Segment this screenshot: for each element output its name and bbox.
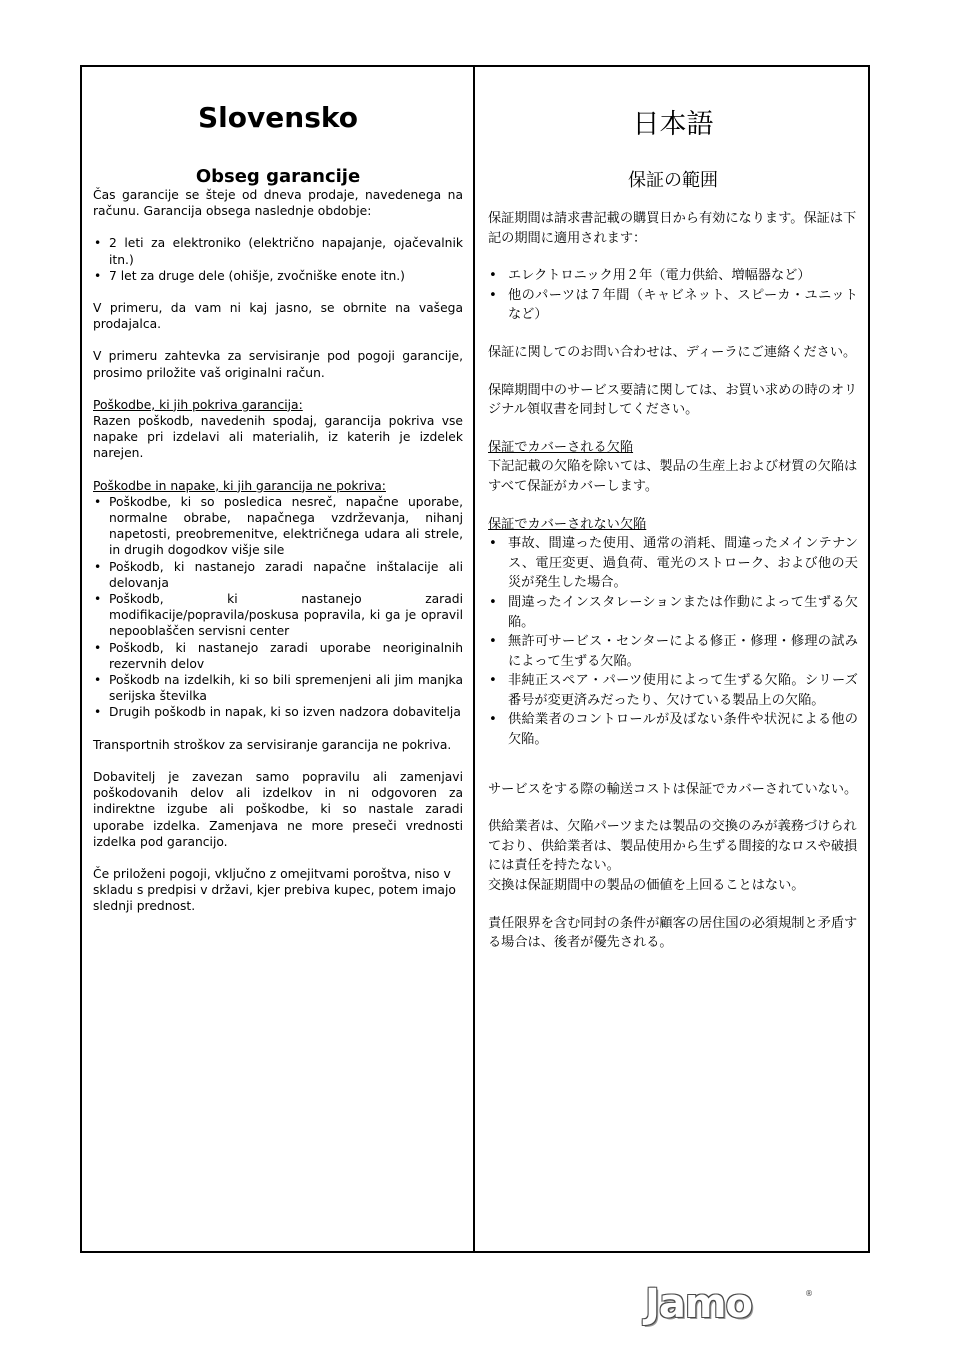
slovenian-intro: Čas garancije se šteje od dneva prodaje, navedenega na računu. Garancija obsega naslednje obdobje: [93, 188, 463, 219]
slovenian-transport-note: Transportnih stroškov za servisiranje garancija ne pokriva. [93, 737, 452, 752]
slovenian-language-title: Slovensko [198, 101, 358, 134]
slovenian-receipt-note: V primeru zahtevka za servisiranje pod pogoji garancije, prosimo priložite vaš originalni račun. [93, 349, 463, 380]
japanese-supplier-note: 供給業者は、欠陥パーツまたは製品の交換のみが義務づけられており、供給業者は、製品使用から生ずる間接的なロスや破損には責任を持たない。 [488, 819, 858, 874]
slovenian-not-covered-list [93, 494, 463, 721]
list-item: • Poškodb, ki nastanejo zaradi napačne inštalacije ali delovanja [93, 559, 463, 591]
japanese-contact-note: 保証に関してのお問い合わせは、ディーラにご連絡ください。 [488, 344, 857, 360]
slovenian-covered-text: Razen poškodb, navedenih spodaj, garancija pokriva vse napake pri izdelavi ali materialih, iz katerih je izdelek narejen. [93, 414, 463, 461]
list-item: • Drugih poškodb in napak, ki so izven nadzora dobavitelja [93, 704, 463, 720]
list-item: • Poškodb, ki nastanejo zaradi modifikacije/popravila/poskusa popravila, ki ga je opravil nepooblaščen servisni center [93, 591, 463, 640]
list-item: • Poškodb na izdelkih, ki so bili spremenjeni ali jim manjka serijska številka [93, 672, 463, 704]
list-item: • Poškodb, ki nastanejo zaradi uporabe neoriginalnih rezervnih delov [93, 640, 463, 672]
list-item: • 事故、間違った使用、通常の消耗、間違ったメインテナンス、電圧変更、過負荷、電光のストローク、および他の天災が発生した場合。 [488, 534, 858, 593]
list-item: • 非純正スペア・パーツ使用によって生ずる欠陥。シリーズ番号が変更済みだったり、欠けている製品上の欠陥。 [488, 671, 858, 710]
list-item: • 間違ったインスタレーションまたは作動によって生ずる欠陥。 [488, 593, 858, 632]
slovenian-warranty-scope-heading: Obseg garancije [195, 166, 361, 187]
japanese-warranty-scope-heading: 保証の範囲 [628, 170, 718, 191]
japanese-period-list [488, 266, 858, 325]
slovenian-law-note: Če priloženi pogoji, vključno z omejitvami poroštva, niso v skladu s predpisi v državi, kjer prebiva kupec, potem imajo slednji prednost. [93, 866, 456, 914]
slovenian-not-covered-heading: Poškodbe in napake, ki jih garancija ne pokriva: [93, 478, 386, 493]
list-item: • エレクトロニック用２年（電力供給、増幅器など） [488, 266, 858, 286]
list-item: • 供給業者のコントロールが及ばない条件や状況による他の欠陥。 [488, 710, 858, 749]
japanese-not-covered-heading: 保証でカバーされない欠陥 [488, 516, 647, 532]
japanese-transport-note: サービスをする際の輸送コストは保証でカバーされていない。 [488, 781, 858, 797]
japanese-covered-heading: 保証でカバーされる欠陥 [488, 439, 634, 455]
japanese-covered-text: 下記記載の欠陥を除いては、製品の生産上および材質の欠陥はすべて保証がカバーします。 [488, 459, 858, 494]
japanese-column [475, 67, 868, 1251]
japanese-language-title: 日本語 [632, 109, 714, 140]
slovenian-supplier-note: Dobavitelj je zavezan samo popravilu ali zamenjavi poškodovanih delov ali izdelkov in ni odgovoren za indirektne izgube ali poškodbe, ki so nastale zaradi uporabe izdelka. Zamenjava ne more preseči vrednosti izdelka pod garancijo. [93, 769, 463, 849]
jamo-logo: Jamo [645, 1281, 753, 1327]
slovenian-period-list [93, 235, 463, 284]
list-item: • 無許可サービス・センターによる修正・修理・修理の試みによって生ずる欠陥。 [488, 632, 858, 671]
list-item: • Poškodbe, ki so posledica nesreč, napačne uporabe, normalne obrabe, napačnega vzdrževanja, nihanj napetosti, preobremenitve, električnega udara ali strele, in drugih dogodkov višje sile [93, 494, 463, 559]
registered-trademark-mark: ® [805, 1289, 813, 1298]
japanese-replacement-note: 交換は保証期間中の製品の価値を上回ることはない。 [488, 878, 805, 894]
slovenian-column [82, 67, 475, 1251]
japanese-receipt-note: 保障期間中のサービス要請に関しては、お買い求めの時のオリジナル領収書を同封してください。 [488, 382, 858, 418]
slovenian-covered-heading: Poškodbe, ki jih pokriva garancija: [93, 397, 303, 412]
japanese-intro: 保証期間は請求書記載の購買日から有効になります。保証は下記の期間に適用されます： [488, 211, 857, 246]
slovenian-contact-note: V primeru, da vam ni kaj jasno, se obrnite na vašega prodajalca. [93, 301, 463, 332]
warranty-page-frame [80, 65, 870, 1253]
japanese-not-covered-list [488, 534, 858, 750]
list-item: • 2 leti za elektroniko (električno napajanje, ojačevalnik itn.) [93, 235, 463, 267]
list-item: • 7 let za druge dele (ohišje, zvočniške enote itn.) [93, 268, 463, 284]
list-item: • 他のパーツは７年間（キャビネット、スピーカ・ユニットなど） [488, 286, 858, 325]
japanese-law-note: 責任限界を含む同封の条件が顧客の居住国の必須規制と矛盾する場合は、後者が優先される。 [488, 915, 858, 951]
